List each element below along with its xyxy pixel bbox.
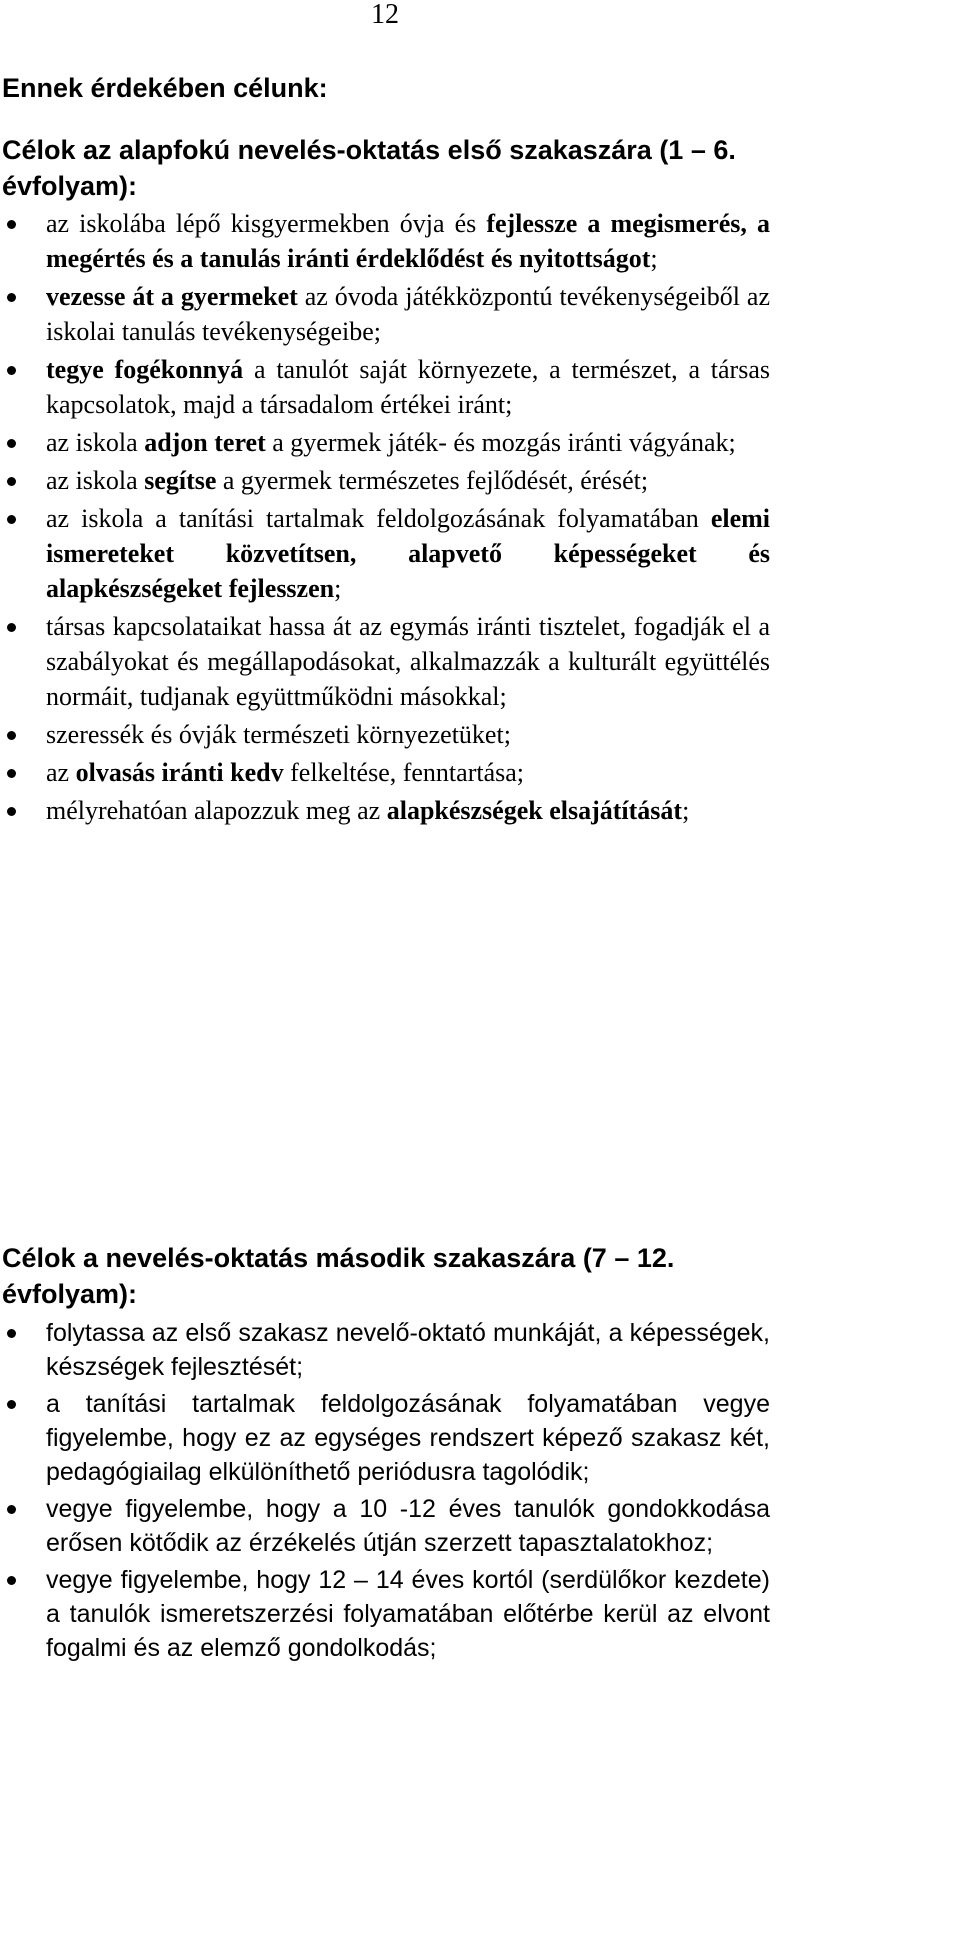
section1-goal-item: tegye fogékonnyá a tanulót saját környezete, a természet, a társas kapcsolatok, majd a társadalom értékei iránt; xyxy=(0,352,770,422)
bullet-icon xyxy=(7,477,16,486)
bullet-icon xyxy=(7,769,16,778)
section1-goal-item: az olvasás iránti kedv felkeltése, fenntartása; xyxy=(0,755,770,790)
section1-goal-item: vezesse át a gyermeket az óvoda játékközpontú tevékenységeiből az iskolai tanulás tevékenységeibe; xyxy=(0,279,770,349)
section1-goal-item: mélyrehatóan alapozzuk meg az alapkészségek elsajátítását; xyxy=(0,793,770,828)
bullet-icon xyxy=(7,366,16,375)
intro-heading: Ennek érdekében célunk: xyxy=(2,73,328,103)
section1-goal-item: az iskola a tanítási tartalmak feldolgozásának folyamatában elemi ismereteket közvetítsen, alapvető képességeket és alapkészségeket fejlesszen; xyxy=(0,501,770,606)
section1-goal-item: társas kapcsolataikat hassa át az egymás iránti tisztelet, fogadják el a szabályokat és megállapodásokat, alkalmazzák a kulturált együttélés normáit, tudjanak együttműködni másokkal; xyxy=(0,609,770,714)
section1-goal-item: az iskolába lépő kisgyermekben óvja és fejlessze a megismerés, a megértés és a tanulás iránti érdeklődést és nyitottságot; xyxy=(0,206,770,276)
section2-title: Célok a nevelés-oktatás második szakaszára (7 – 12. évfolyam): xyxy=(2,1243,675,1309)
bullet-icon xyxy=(7,623,16,632)
section2-goal-list xyxy=(0,1316,770,1668)
section2-goal-item: vegye figyelembe, hogy 12 – 14 éves kortól (serdülőkor kezdete) a tanulók ismeretszerzési folyamatában előtérbe kerül az elvont fogalmi és az elemző gondolkodás; xyxy=(0,1563,770,1665)
section1-goal-item: az iskola adjon teret a gyermek játék- és mozgás iránti vágyának; xyxy=(0,425,770,460)
section2-goal-item: folytassa az első szakasz nevelő-oktató munkáját, a képességek, készségek fejlesztését; xyxy=(0,1316,770,1384)
section2-goal-item: vegye figyelembe, hogy a 10 -12 éves tanulók gondokkodása erősen kötődik az érzékelés útján szerzett tapasztalatokhoz; xyxy=(0,1492,770,1560)
bullet-icon xyxy=(7,293,16,302)
bullet-icon xyxy=(7,731,16,740)
bullet-icon xyxy=(7,1576,16,1585)
section2-goal-item: a tanítási tartalmak feldolgozásának folyamatában vegye figyelembe, hogy ez az egységes rendszert képező szakasz két, pedagógiailag elkülöníthető periódusra tagolódik; xyxy=(0,1387,770,1489)
section1-goal-list xyxy=(0,206,770,831)
section1-goal-item: az iskola segítse a gyermek természetes fejlődését, érését; xyxy=(0,463,770,498)
bullet-icon xyxy=(7,1400,16,1409)
bullet-icon xyxy=(7,220,16,229)
section1-title: Célok az alapfokú nevelés-oktatás első szakaszára (1 – 6. évfolyam): xyxy=(2,135,736,201)
bullet-icon xyxy=(7,515,16,524)
page-number: 12 xyxy=(371,0,399,30)
bullet-icon xyxy=(7,807,16,816)
bullet-icon xyxy=(7,439,16,448)
bullet-icon xyxy=(7,1505,16,1514)
bullet-icon xyxy=(7,1329,16,1338)
section1-goal-item: szeressék és óvják természeti környezetüket; xyxy=(0,717,770,752)
